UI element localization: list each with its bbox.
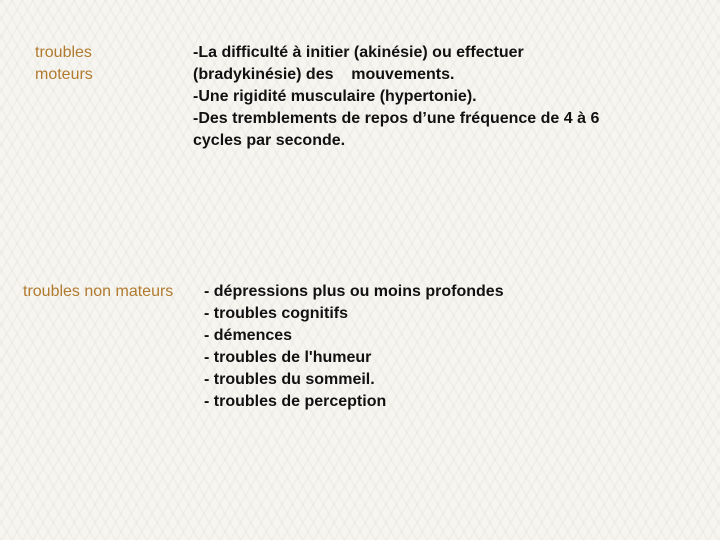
- non-motor-symptom-line: - troubles du sommeil.: [204, 371, 375, 388]
- motor-symptom-line: (bradykinésie) des mouvements.: [193, 66, 455, 83]
- non-motor-symptoms-label: troubles non mateurs: [23, 283, 174, 300]
- motor-symptoms-label: [35, 42, 93, 86]
- motor-symptom-line: cycles par seconde.: [193, 132, 346, 149]
- non-motor-symptoms-list: [204, 281, 504, 413]
- non-motor-symptom-line: - troubles de l'humeur: [204, 349, 372, 366]
- motor-symptom-line: -Des tremblements de repos d’une fréquence de 4 à 6: [193, 110, 600, 127]
- motor-symptom-line: -La difficulté à initier (akinésie) ou effectuer: [193, 44, 524, 61]
- non-motor-symptom-line: - démences: [204, 327, 293, 344]
- motor-symptoms-list: [193, 42, 599, 152]
- non-motor-symptom-line: - troubles cognitifs: [204, 305, 348, 322]
- motor-label-line: troubles: [35, 44, 92, 61]
- motor-label-line: moteurs: [35, 66, 93, 83]
- motor-symptom-line: -Une rigidité musculaire (hypertonie).: [193, 88, 477, 105]
- non-motor-symptom-line: - dépressions plus ou moins profondes: [204, 283, 504, 300]
- non-motor-symptom-line: - troubles de perception: [204, 393, 387, 410]
